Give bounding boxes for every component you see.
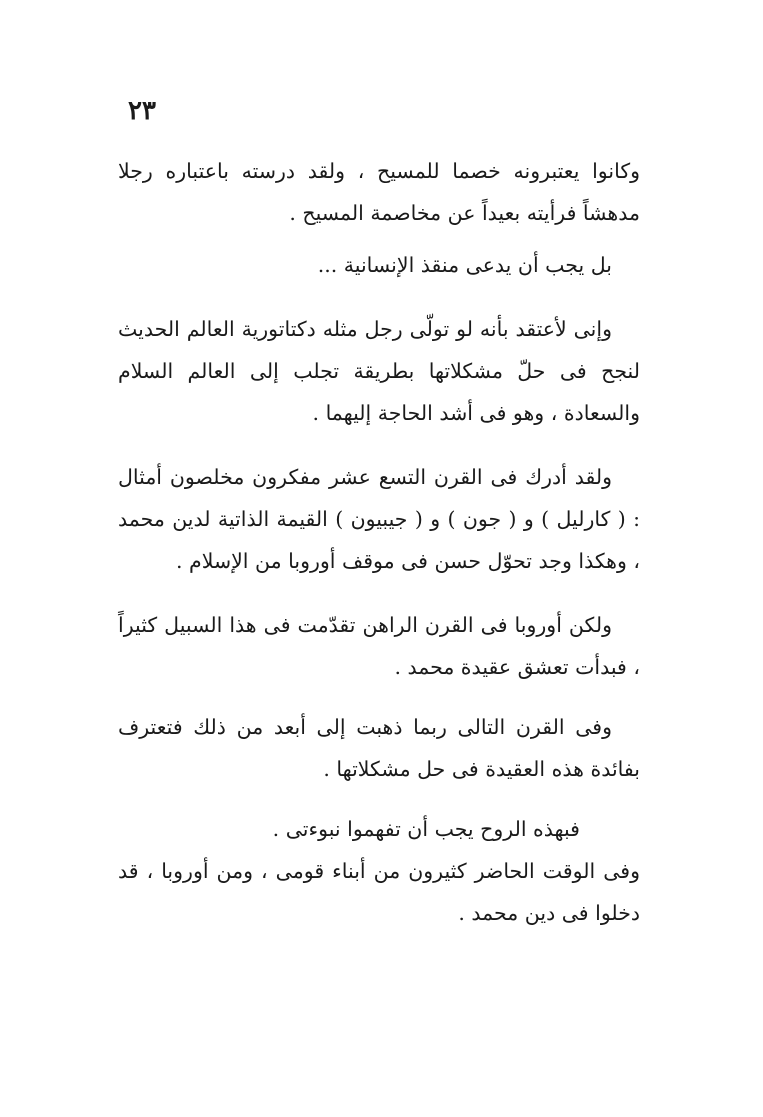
paragraph-3: وإنى لأعتقد بأنه لو تولّى رجل مثله دكتاتورية العالم الحديث لنجح فى حلّ مشكلاتها بطريقة تجلب إلى العالم السلام والسعادة ، وهو فى أشد الحاجة إليهما . [118, 317, 640, 425]
paragraph-8: وفى الوقت الحاضر كثيرون من أبناء قومى ، ومن أوروبا ، قد دخلوا فى دين محمد . [118, 859, 640, 925]
page-text-body [118, 150, 640, 934]
page-number: ٢٣ [128, 96, 156, 126]
paragraph-4: ولقد أدرك فى القرن التسع عشر مفكرون مخلصون أمثال : ( كارليل ) و ( جون ) و ( جيبيون ) القيمة الذاتية لدين محمد ، وهكذا وجد تحوّل حسن فى موقف أوروبا من الإسلام . [118, 465, 640, 573]
paragraph-5: ولكن أوروبا فى القرن الراهن تقدّمت فى هذا السبيل كثيراً ، فبدأت تعشق عقيدة محمد . [118, 613, 640, 679]
paragraph-6: وفى القرن التالى ربما ذهبت إلى أبعد من ذلك فتعترف بفائدة هذه العقيدة فى حل مشكلاتها . [118, 715, 640, 781]
paragraph-1: وكانوا يعتبرونه خصما للمسيح ، ولقد درسته باعتباره رجلا مدهشاً فرأيته بعيداً عن مخاصمة المسيح . [118, 159, 640, 225]
paragraph-7: فبهذه الروح يجب أن تفهموا نبوءتى . [272, 817, 580, 841]
paragraph-2: بل يجب أن يدعى منقذ الإنسانية ... [317, 253, 612, 277]
